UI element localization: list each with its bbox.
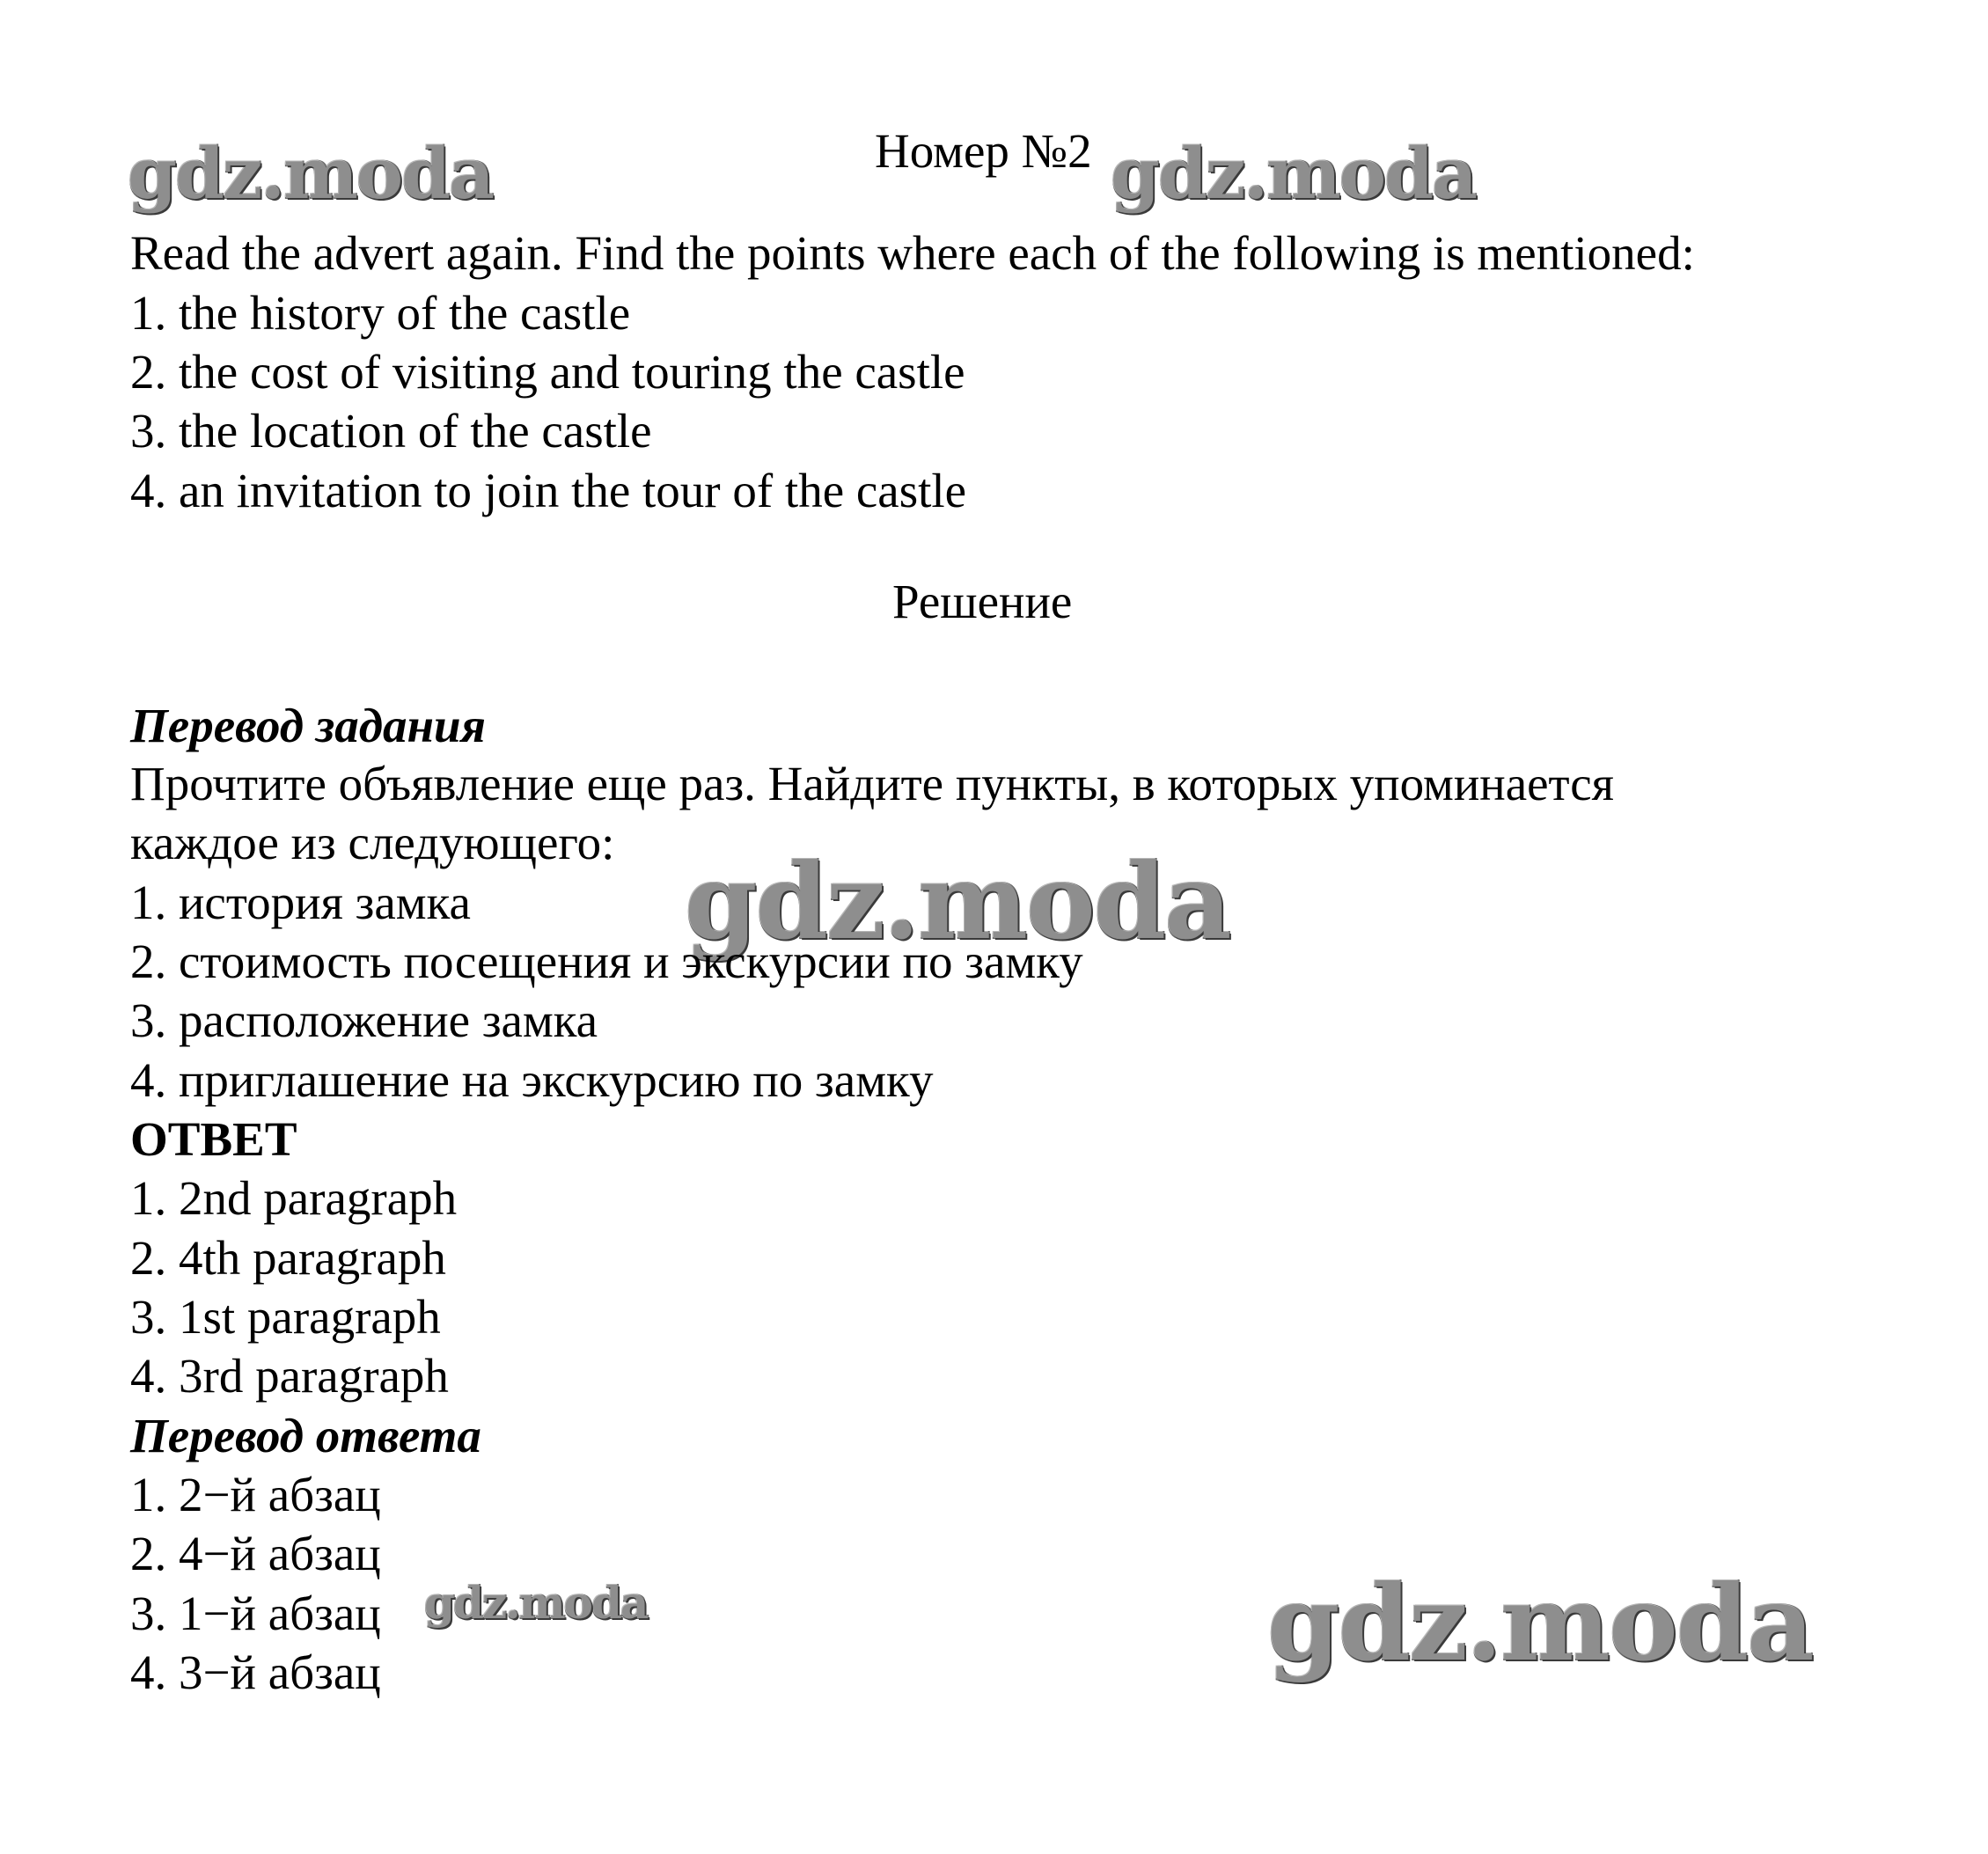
translation-text: каждое из следующего: bbox=[130, 816, 615, 869]
watermark-logo-top-center: gdz.moda bbox=[1111, 132, 1476, 215]
watermark-logo-bottom-right: gdz.moda bbox=[1267, 1562, 1813, 1684]
watermark-logo-small: gdz.moda bbox=[424, 1577, 648, 1629]
watermark-logo-middle: gdz.moda bbox=[685, 840, 1230, 963]
task-instruction: Read the advert again. Find the points where each of the following is mentioned: bbox=[130, 226, 1695, 280]
answer-translation-heading: Перевод ответа bbox=[130, 1409, 481, 1462]
translation-item: 3. расположение замка bbox=[130, 993, 598, 1047]
solution-heading: Решение bbox=[892, 575, 1073, 628]
answer-item: 3. 1st paragraph bbox=[130, 1290, 441, 1344]
translation-item: 1. история замка bbox=[130, 876, 471, 929]
task-item: 4. an invitation to join the tour of the castle bbox=[130, 464, 967, 517]
watermark-logo-top-left: gdz.moda bbox=[128, 132, 493, 215]
translation-heading: Перевод задания bbox=[130, 699, 486, 752]
task-item: 1. the history of the castle bbox=[130, 286, 631, 340]
answer-translation-item: 2. 4−й абзац bbox=[130, 1527, 381, 1580]
task-item: 3. the location of the castle bbox=[130, 404, 652, 458]
answer-item: 1. 2nd paragraph bbox=[130, 1171, 458, 1225]
answer-item: 4. 3rd paragraph bbox=[130, 1349, 449, 1403]
answer-translation-item: 4. 3−й абзац bbox=[130, 1645, 381, 1699]
answer-heading: ОТВЕТ bbox=[130, 1112, 297, 1166]
translation-item: 4. приглашение на экскурсию по замку bbox=[130, 1053, 934, 1107]
translation-text: Прочтите объявление еще раз. Найдите пункты, в которых упоминается bbox=[130, 757, 1614, 810]
answer-translation-item: 1. 2−й абзац bbox=[130, 1468, 381, 1521]
task-item: 2. the cost of visiting and touring the castle bbox=[130, 345, 965, 399]
answer-item: 2. 4th paragraph bbox=[130, 1231, 446, 1285]
translation-item: 2. стоимость посещения и экскурсии по замку bbox=[130, 934, 1083, 988]
task-number-title: Номер №2 bbox=[875, 124, 1092, 178]
answer-translation-item: 3. 1−й абзац bbox=[130, 1587, 381, 1640]
